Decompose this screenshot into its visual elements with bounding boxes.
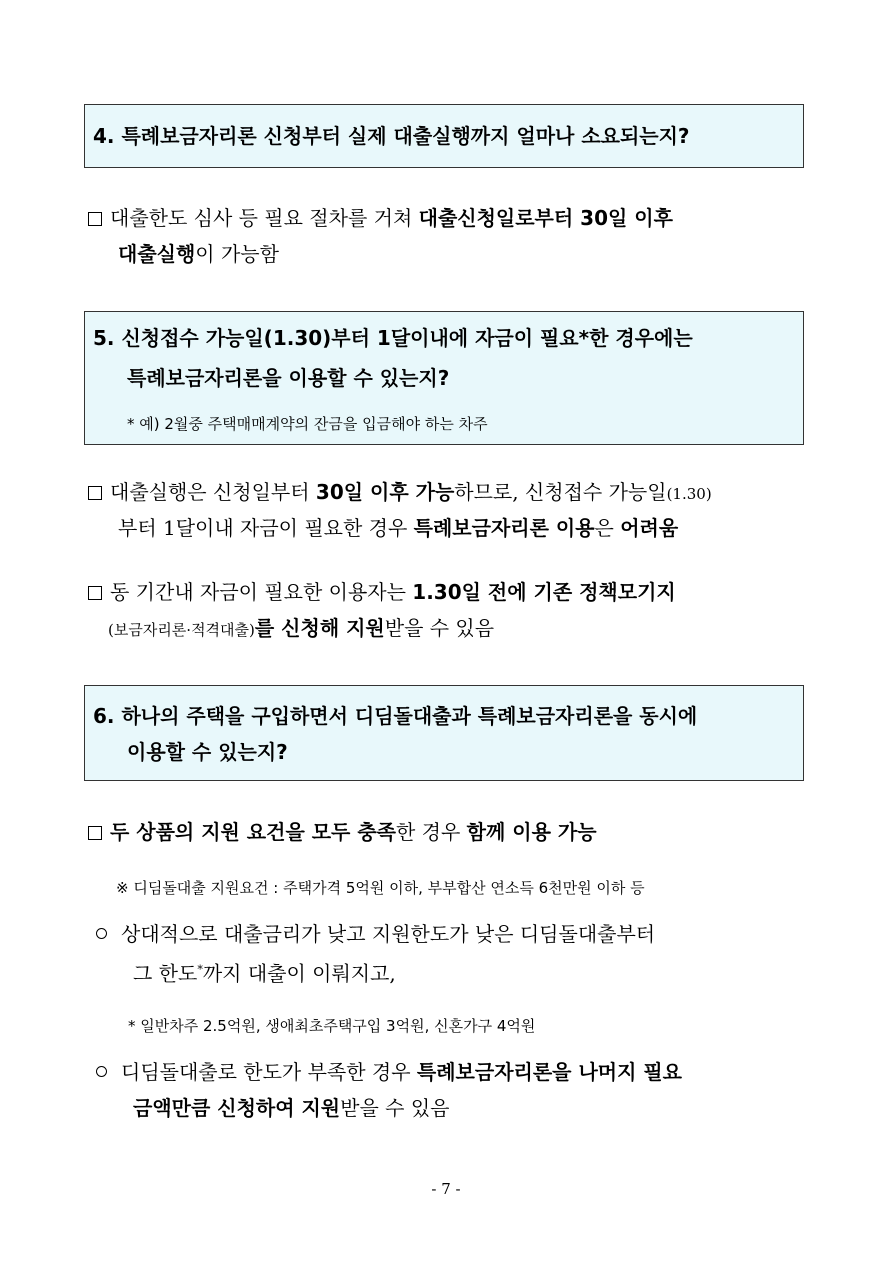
square-bullet-icon <box>88 212 102 226</box>
question-5-line-1: 5. 신청접수 가능일(1.30)부터 1달이내에 자금이 필요*한 경우에는 <box>93 326 693 350</box>
answer-4-line-1: 대출한도 심사 등 필요 절차를 거쳐 대출신청일로부터 30일 이후 <box>88 200 673 236</box>
question-box-6 <box>84 685 804 781</box>
question-4-title: 4. 특례보금자리론 신청부터 실제 대출실행까지 얼마나 소요되는지? <box>93 124 690 148</box>
question-5-note: * 예) 2월중 주택매매계약의 잔금을 입금해야 하는 차주 <box>127 415 488 433</box>
page-number: - 7 - <box>431 1180 461 1198</box>
answer-5-b-line-1: 동 기간내 자금이 필요한 이용자는 1.30일 전에 기존 정책모기지 <box>88 574 676 610</box>
square-bullet-icon <box>88 826 102 840</box>
answer-6-line-1: 두 상품의 지원 요건을 모두 충족한 경우 함께 이용 가능 <box>88 814 597 850</box>
square-bullet-icon <box>88 586 102 600</box>
answer-6 <box>88 814 808 1134</box>
question-6-line-1: 6. 하나의 주택을 구입하면서 디딤돌대출과 특례보금자리론을 동시에 <box>93 704 698 728</box>
answer-5-b-line-2: (보금자리론·적격대출)를 신청해 지원받을 수 있음 <box>108 616 495 640</box>
answer-5-a-line-2: 부터 1달이내 자금이 필요한 경우 특례보금자리론 이용은 어려움 <box>118 516 679 540</box>
answer-6-circle-2-line-1: 디딤돌대출로 한도가 부족한 경우 특례보금자리론을 나머지 필요 <box>88 1054 682 1090</box>
answer-6-circle-1-line-1: 상대적으로 대출금리가 낮고 지원한도가 낮은 디딤돌대출부터 <box>88 916 655 952</box>
answer-4 <box>88 200 808 280</box>
question-box-4 <box>84 104 804 168</box>
answer-4-line-2: 대출실행이 가능함 <box>118 242 279 266</box>
circle-bullet-icon <box>96 928 107 939</box>
answer-5-b <box>88 574 808 654</box>
answer-6-circle-2-line-2: 금액만큼 신청하여 지원받을 수 있음 <box>133 1096 450 1120</box>
answer-6-note-2: * 일반차주 2.5억원, 생애최초주택구입 3억원, 신혼가구 4억원 <box>128 1017 536 1035</box>
question-5-line-2: 특례보금자리론을 이용할 수 있는지? <box>127 366 450 390</box>
answer-6-circle-1-line-2: 그 한도*까지 대출이 이뤄지고, <box>133 961 396 986</box>
answer-5-a <box>88 474 808 554</box>
question-6-line-2: 이용할 수 있는지? <box>127 740 288 764</box>
circle-bullet-icon <box>96 1066 107 1077</box>
question-box-5 <box>84 311 804 445</box>
answer-5-a-line-1: 대출실행은 신청일부터 30일 이후 가능하므로, 신청접수 가능일(1.30) <box>88 474 712 512</box>
answer-6-note-1: ※ 디딤돌대출 지원요건 : 주택가격 5억원 이하, 부부합산 연소득 6천만원 이하 등 <box>116 879 645 897</box>
square-bullet-icon <box>88 486 102 500</box>
